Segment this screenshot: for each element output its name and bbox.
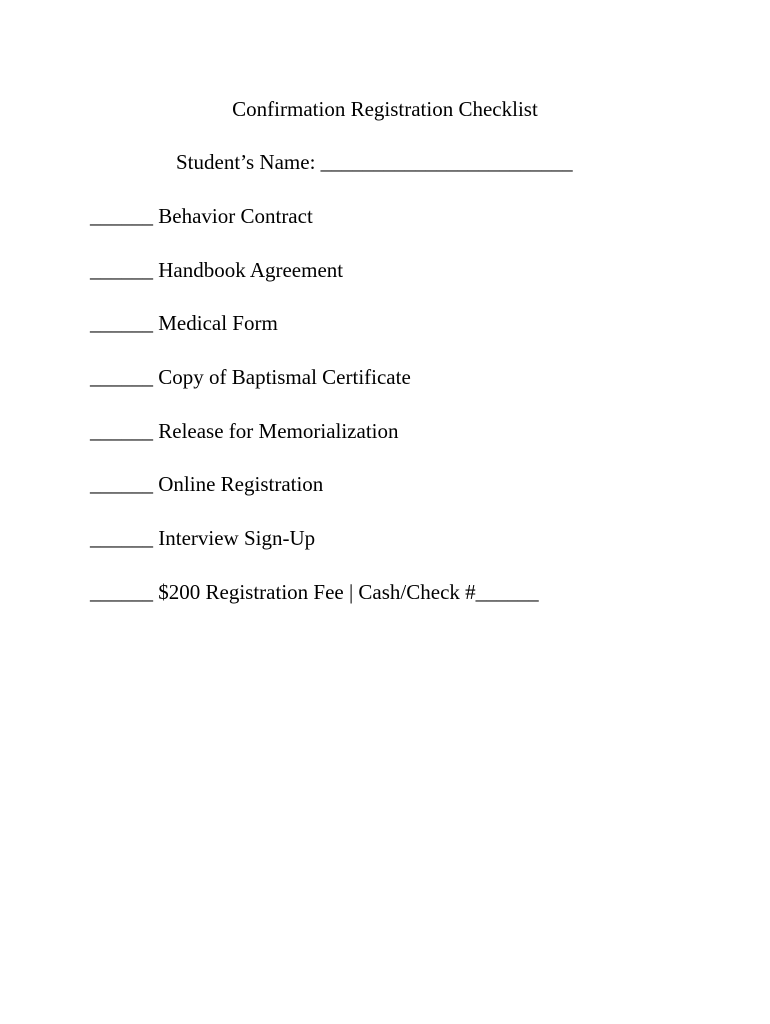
checklist-blank: ______ [90, 579, 153, 604]
checklist-item-memorialization-release [90, 417, 539, 471]
checklist-blank: ______ [90, 204, 153, 228]
checklist-item-label: Release for Memorialization [158, 418, 399, 443]
checklist-blank: ______ [90, 526, 153, 551]
checklist-item-label: Behavior Contract [158, 204, 313, 228]
checklist-item-label: Interview Sign-Up [158, 526, 316, 551]
checklist-blank: ______ [90, 257, 153, 282]
checklist-item-label: Online Registration [158, 472, 324, 497]
document-title: Confirmation Registration Checklist [232, 97, 538, 121]
checklist [90, 202, 539, 632]
checklist-item-label: $200 Registration Fee | Cash/Check #______ [158, 579, 539, 604]
checklist-item-behavior-contract [90, 202, 539, 256]
checklist-blank: ______ [90, 311, 153, 336]
checklist-blank: ______ [90, 418, 153, 443]
checklist-item-medical-form [90, 309, 539, 363]
checklist-item-online-registration [90, 470, 539, 524]
checklist-item-registration-fee [90, 578, 539, 632]
checklist-item-label: Handbook Agreement [158, 257, 344, 282]
checklist-item-label: Copy of Baptismal Certificate [158, 365, 411, 390]
checklist-item-interview-signup [90, 524, 539, 578]
checklist-item-baptismal-certificate [90, 363, 539, 417]
student-name-line: Student’s Name: ________________________ [176, 150, 573, 174]
checklist-blank: ______ [90, 365, 153, 390]
checklist-item-label: Medical Form [158, 311, 278, 336]
checklist-item-handbook-agreement [90, 256, 539, 310]
checklist-blank: ______ [90, 472, 153, 497]
